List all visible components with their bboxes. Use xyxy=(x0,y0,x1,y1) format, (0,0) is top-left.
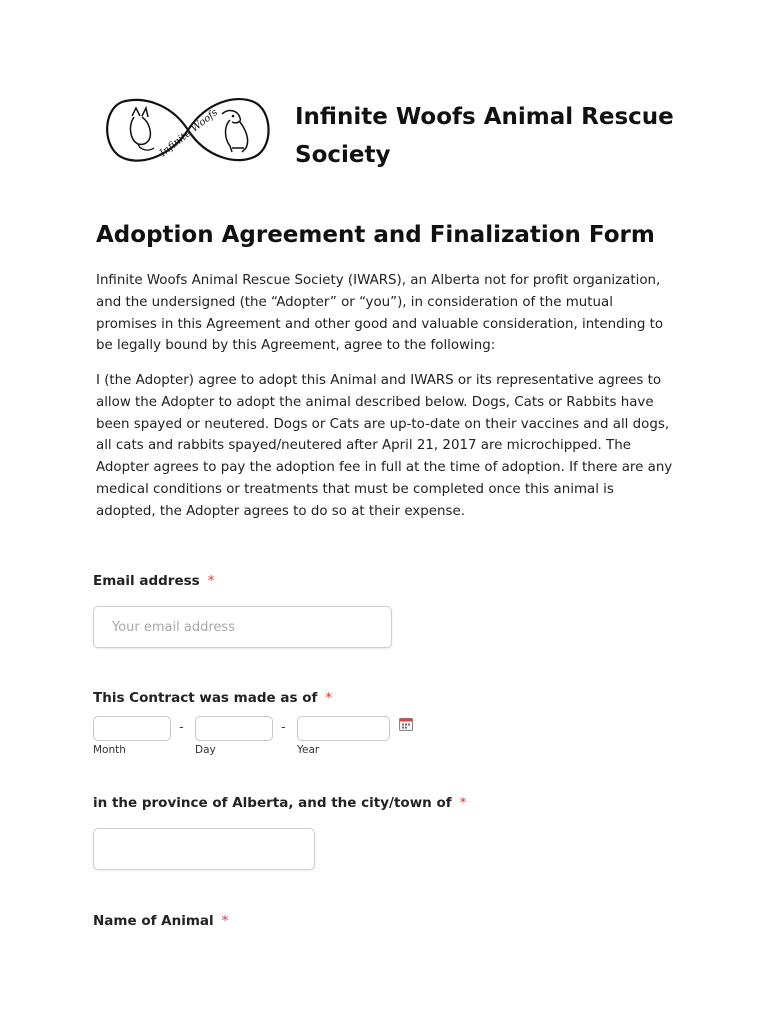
email-label-text: Email address xyxy=(93,573,200,589)
terms-paragraph: I (the Adopter) agree to adopt this Animal and IWARS or its representative agrees to allow the Adopter to adopt the animal described below. Dogs, Cats or Rabbits have been spayed or neutered. Dogs or Cats are up-to-date on their vaccines and all dogs, all cats and rabbits spayed/neutered after April 21, 2017 are microchipped. The Adopter agrees to pay the adoption fee in full at the time of adoption. If there are any medical conditions or treatments that must be completed once this animal is adopted, the Adopter agrees to do so at their expense. xyxy=(96,373,673,519)
year-sublabel: Year xyxy=(297,744,320,756)
month-input[interactable] xyxy=(93,716,171,741)
animal-name-label-text: Name of Animal xyxy=(93,913,214,929)
city-input[interactable] xyxy=(93,828,315,870)
org-title: Infinite Woofs Animal Rescue Society xyxy=(295,104,674,168)
contract-date-label xyxy=(93,690,332,706)
date-separator: - xyxy=(179,720,184,735)
city-label xyxy=(93,795,466,811)
contract-date-label-text: This Contract was made as of xyxy=(93,690,318,706)
intro-paragraph: Infinite Woofs Animal Rescue Society (IWARS), an Alberta not for profit organization, and the undersigned (the “Adopter” or “you”), in consideration of the mutual promises in this Agreement and other good and valuable consideration, intending to be legally bound by this Agreement, agree to the following: xyxy=(96,273,664,354)
day-input[interactable] xyxy=(195,716,273,741)
email-input[interactable] xyxy=(93,606,392,648)
year-input[interactable] xyxy=(297,716,390,741)
required-marker: * xyxy=(325,690,333,706)
required-marker: * xyxy=(207,573,215,589)
required-marker: * xyxy=(459,795,467,811)
logo-text: Infinite Woofs xyxy=(157,107,221,160)
infinity-dog-cat-logo xyxy=(100,92,276,168)
calendar-icon[interactable] xyxy=(399,718,413,731)
month-sublabel: Month xyxy=(93,744,126,756)
email-label xyxy=(93,573,214,589)
day-sublabel: Day xyxy=(195,744,216,756)
date-separator: - xyxy=(281,720,286,735)
animal-name-label xyxy=(93,913,228,929)
form-header xyxy=(100,92,700,172)
form-title: Adoption Agreement and Finalization Form xyxy=(96,222,655,248)
required-marker: * xyxy=(221,913,229,929)
city-label-text: in the province of Alberta, and the city/town of xyxy=(93,795,452,811)
